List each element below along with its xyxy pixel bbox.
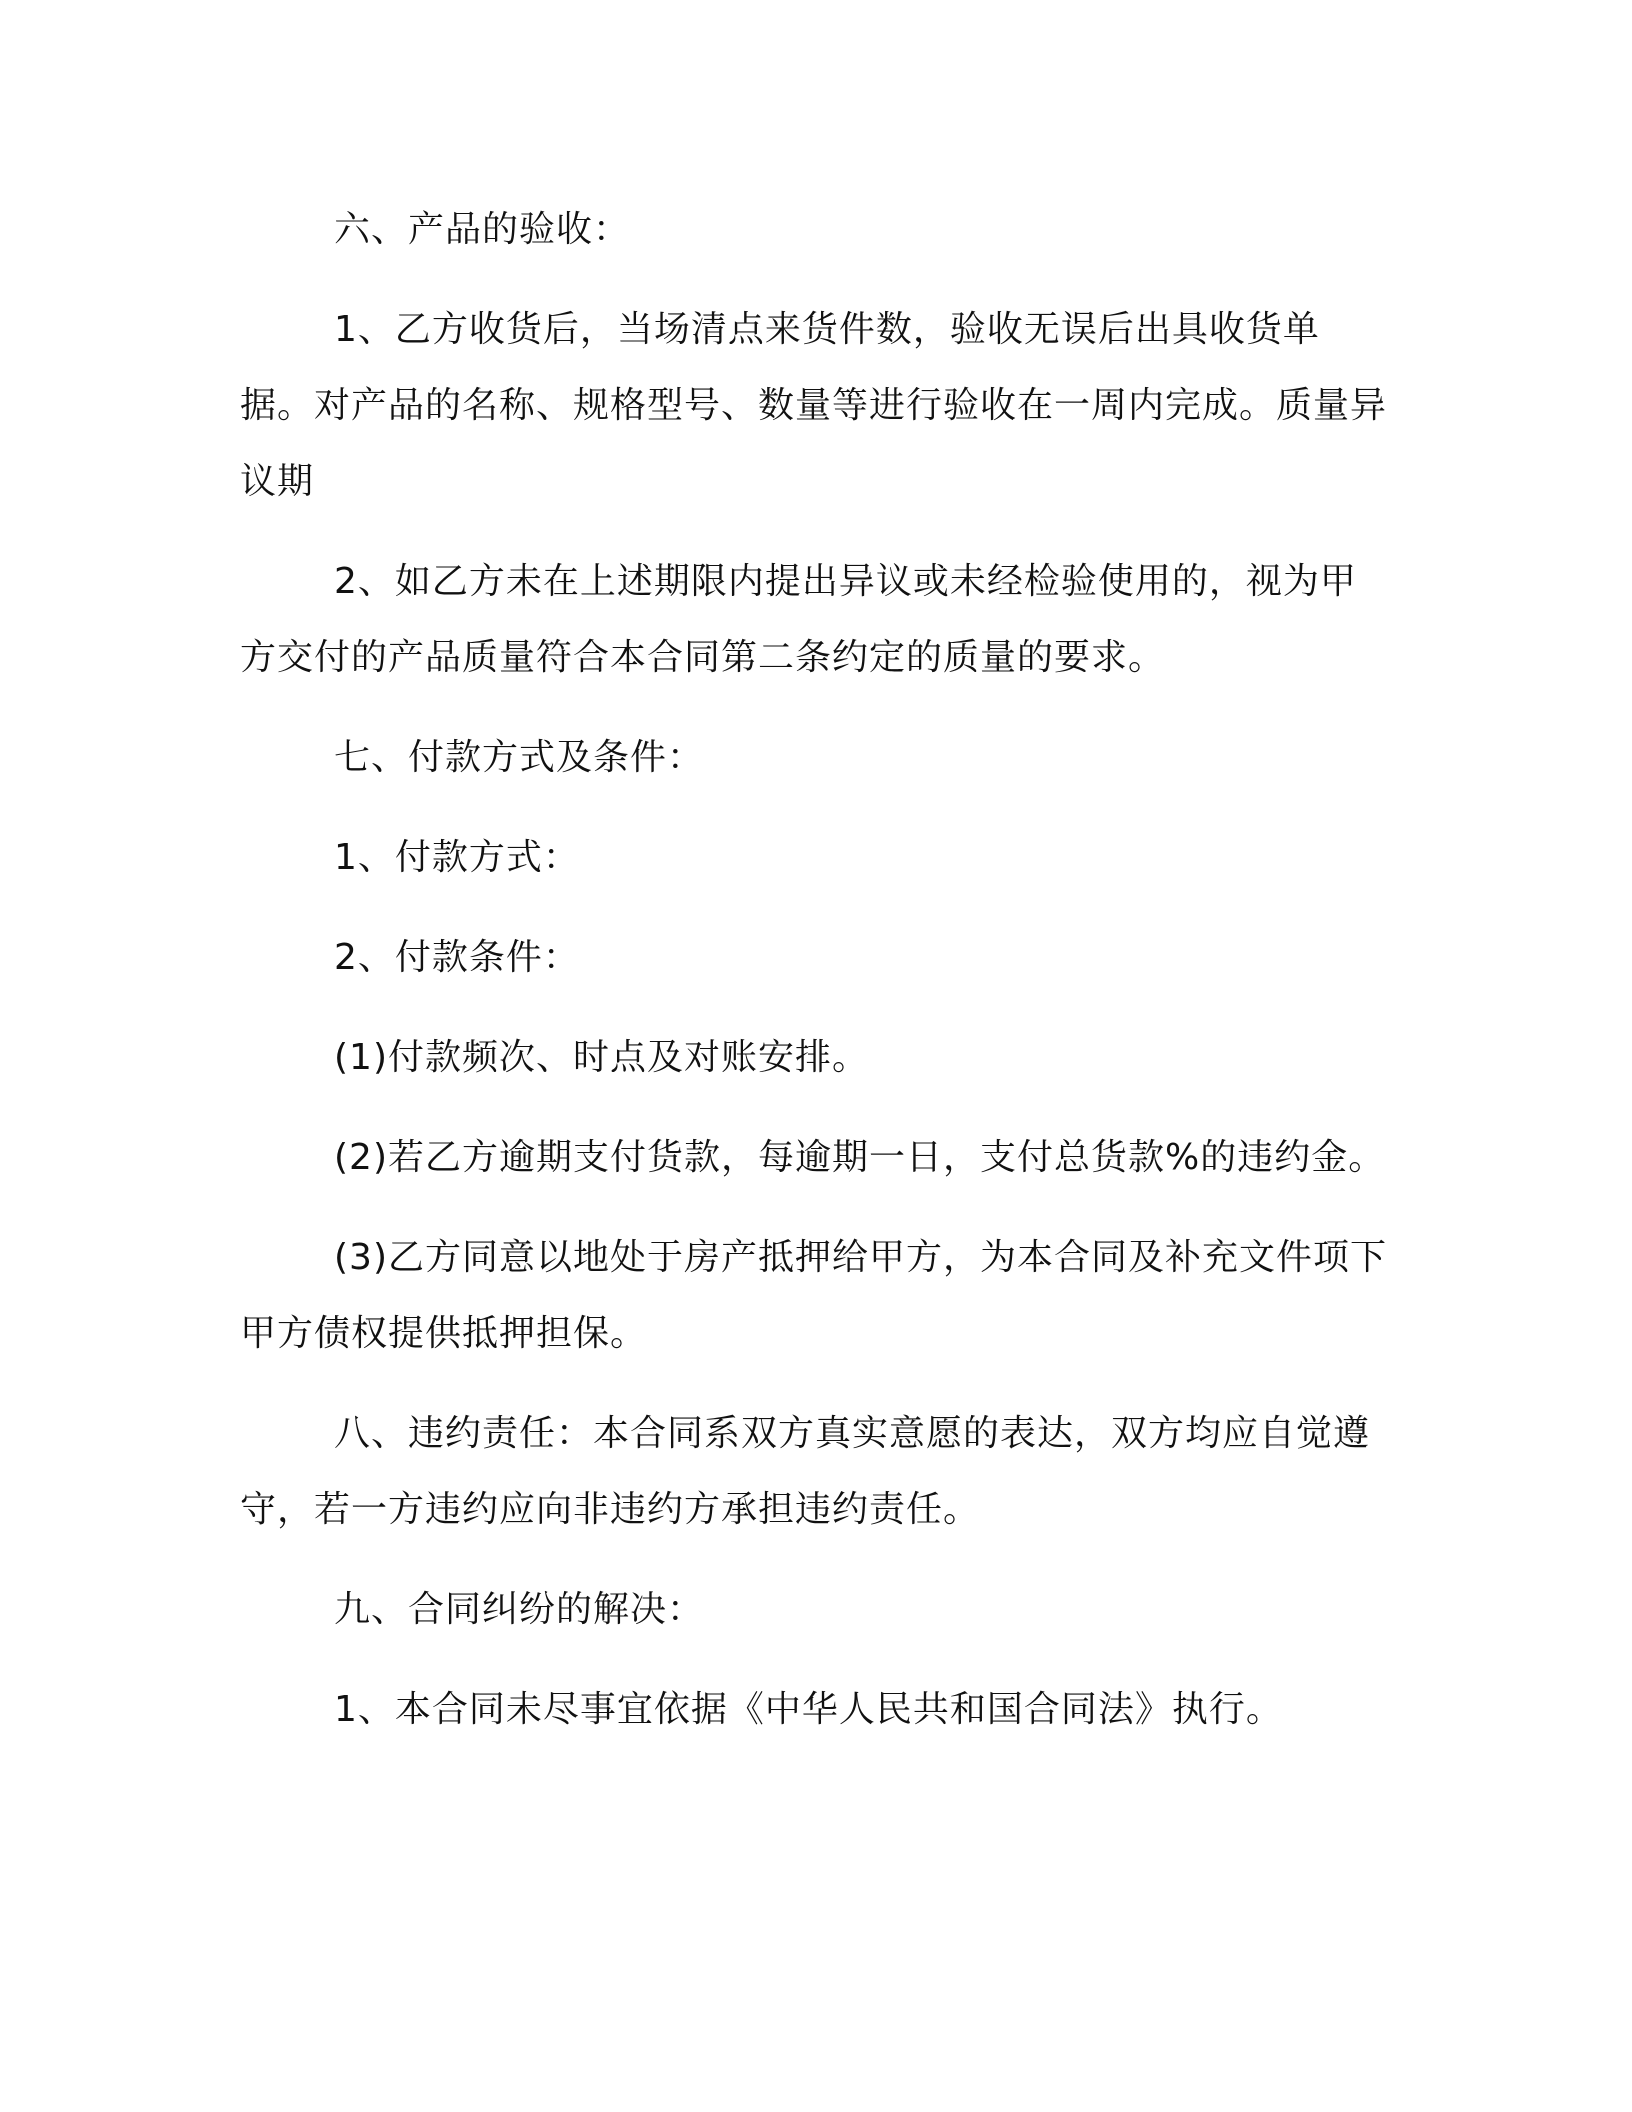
section-heading-acceptance: 六、产品的验收： [334, 209, 631, 250]
section-heading-disputes: 九、合同纠纷的解决： [334, 1589, 705, 1630]
payment-condition-1: (1)付款频次、时点及对账安排。 [334, 1037, 869, 1078]
payment-condition-2: (2)若乙方逾期支付货款，每逾期一日，支付总货款%的违约金。 [334, 1137, 1386, 1178]
clause-acceptance-1: 1、乙方收货后，当场清点来货件数，验收无误后出具收货单据。对产品的名称、规格型号、数量等进行验收在一周内完成。质量异议期 [240, 309, 1388, 502]
section-breach-liability: 八、违约责任：本合同系双方真实意愿的表达，双方均应自觉遵守，若一方违约应向非违约方承担违约责任。 [240, 1413, 1371, 1530]
clause-payment-conditions: 2、付款条件： [334, 937, 580, 978]
document-body [240, 192, 1390, 1748]
clause-acceptance-2: 2、如乙方未在上述期限内提出异议或未经检验使用的，视为甲方交付的产品质量符合本合同第二条约定的质量的要求。 [240, 561, 1357, 678]
clause-disputes-1: 1、本合同未尽事宜依据《中华人民共和国合同法》执行。 [334, 1689, 1283, 1730]
clause-payment-method: 1、付款方式： [334, 837, 580, 878]
payment-condition-3: (3)乙方同意以地处于房产抵押给甲方，为本合同及补充文件项下甲方债权提供抵押担保。 [240, 1237, 1387, 1354]
section-heading-payment: 七、付款方式及条件： [334, 737, 705, 778]
